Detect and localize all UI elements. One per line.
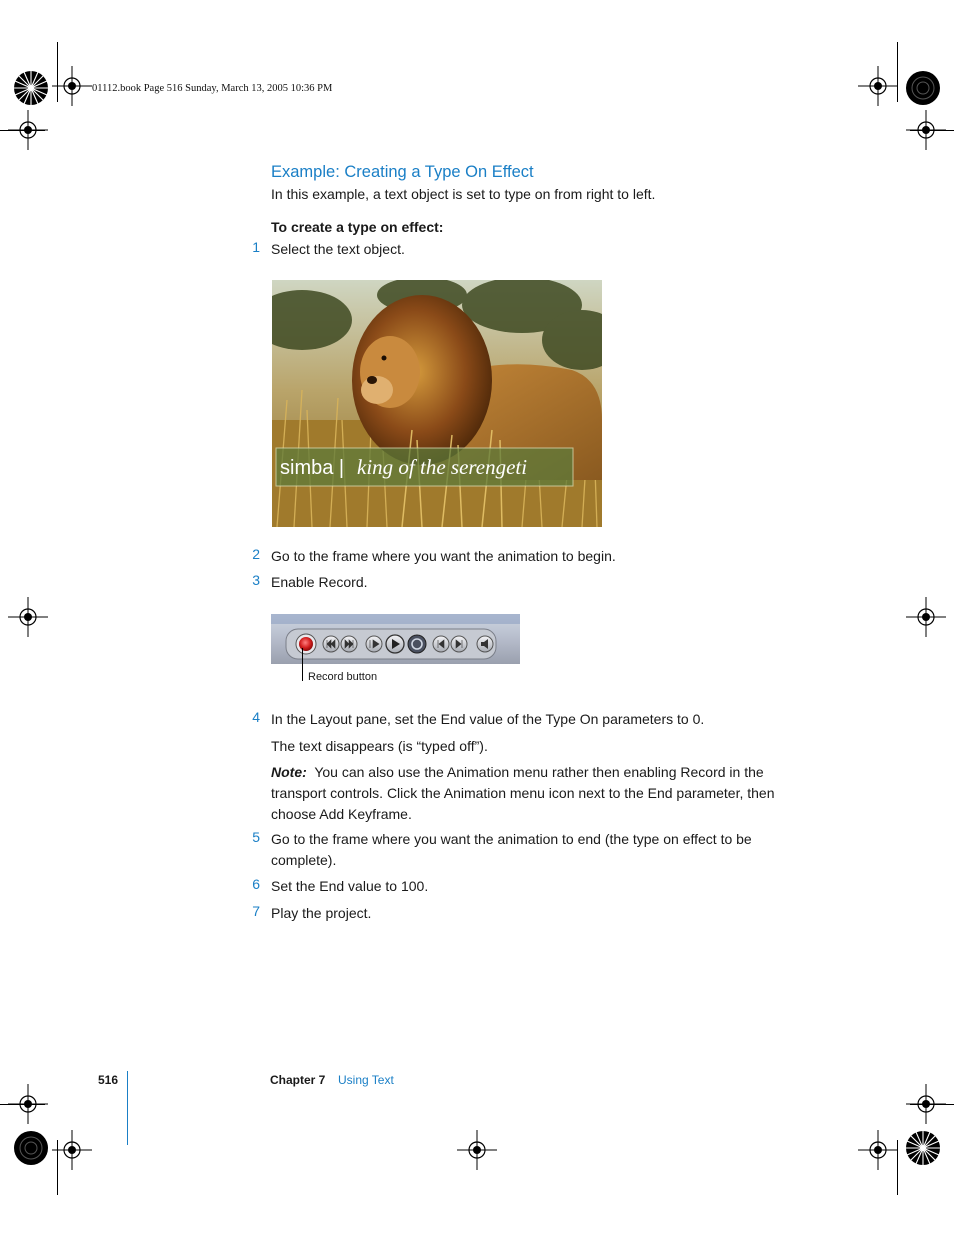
registration-mark-icon <box>8 1084 48 1124</box>
next-frame-icon[interactable] <box>450 635 468 653</box>
note-text: You can also use the Animation menu rather then enabling Record in the transport controls. Click the Animation menu icon next to the End parameter, then choose Add Keyframe. <box>271 764 775 822</box>
chapter-label: Chapter 7 <box>270 1073 326 1087</box>
procedure-heading: To create a type on effect: <box>271 219 444 235</box>
registration-mark-icon <box>906 110 946 150</box>
step-text: Go to the frame where you want the animation to begin. <box>271 548 616 564</box>
starburst-target-icon <box>905 1130 941 1166</box>
registration-mark-icon <box>8 597 48 637</box>
step-text: Select the text object. <box>271 241 405 257</box>
footer-rule <box>127 1071 128 1145</box>
registration-mark-icon <box>906 1084 946 1124</box>
registration-mark-icon <box>8 110 48 150</box>
step-text: Go to the frame where you want the animation to end (the type on effect to be complete). <box>271 831 752 868</box>
loop-icon[interactable] <box>407 634 427 654</box>
audio-icon[interactable] <box>476 635 494 653</box>
starburst-target-icon <box>905 70 941 106</box>
play-from-start-icon[interactable] <box>365 635 383 653</box>
record-button-callout: Record button <box>308 671 378 683</box>
step-text: Enable Record. <box>271 574 368 590</box>
section-title: Example: Creating a Type On Effect <box>271 163 534 181</box>
page-number: 516 <box>98 1073 119 1087</box>
step-text: In the Layout pane, set the End value of the Type On parameters to 0. <box>271 711 705 727</box>
lion-caption-left: simba | <box>280 457 345 479</box>
registration-mark-icon <box>52 1130 92 1170</box>
lion-caption-right: king of the serengeti <box>357 455 528 479</box>
chapter-title-link[interactable]: Using Text <box>338 1073 394 1087</box>
note <box>271 762 801 825</box>
step-number: 6 <box>252 876 260 892</box>
registration-mark-icon <box>906 597 946 637</box>
lion-photo <box>272 280 602 527</box>
record-button[interactable] <box>295 633 317 655</box>
go-to-end-icon[interactable] <box>340 635 358 653</box>
section-intro: In this example, a text object is set to type on from right to left. <box>271 186 656 202</box>
go-to-start-icon[interactable] <box>322 635 340 653</box>
step-number: 7 <box>252 903 260 919</box>
starburst-target-icon <box>13 70 49 106</box>
step-number: 2 <box>252 546 260 562</box>
starburst-target-icon <box>13 1130 49 1166</box>
transport-controls-figure <box>271 614 520 664</box>
step-text: Set the End value to 100. <box>271 878 429 894</box>
registration-mark-icon <box>457 1130 497 1170</box>
registration-mark-icon <box>52 66 92 106</box>
registration-mark-icon <box>858 1130 898 1170</box>
play-icon[interactable] <box>385 634 405 654</box>
result-text: The text disappears (is “typed off”). <box>271 738 488 754</box>
lion-title-figure <box>272 280 602 527</box>
step-text: Play the project. <box>271 905 372 921</box>
registration-mark-icon <box>858 66 898 106</box>
print-slug: 01112.book Page 516 Sunday, March 13, 2005 10:36 PM <box>92 83 333 94</box>
step-number: 3 <box>252 572 260 588</box>
note-label: Note: <box>271 764 307 780</box>
previous-frame-icon[interactable] <box>432 635 450 653</box>
step-number: 1 <box>252 239 260 255</box>
callout-leader-line <box>302 648 303 681</box>
step-number: 4 <box>252 709 260 725</box>
step-number: 5 <box>252 829 260 845</box>
